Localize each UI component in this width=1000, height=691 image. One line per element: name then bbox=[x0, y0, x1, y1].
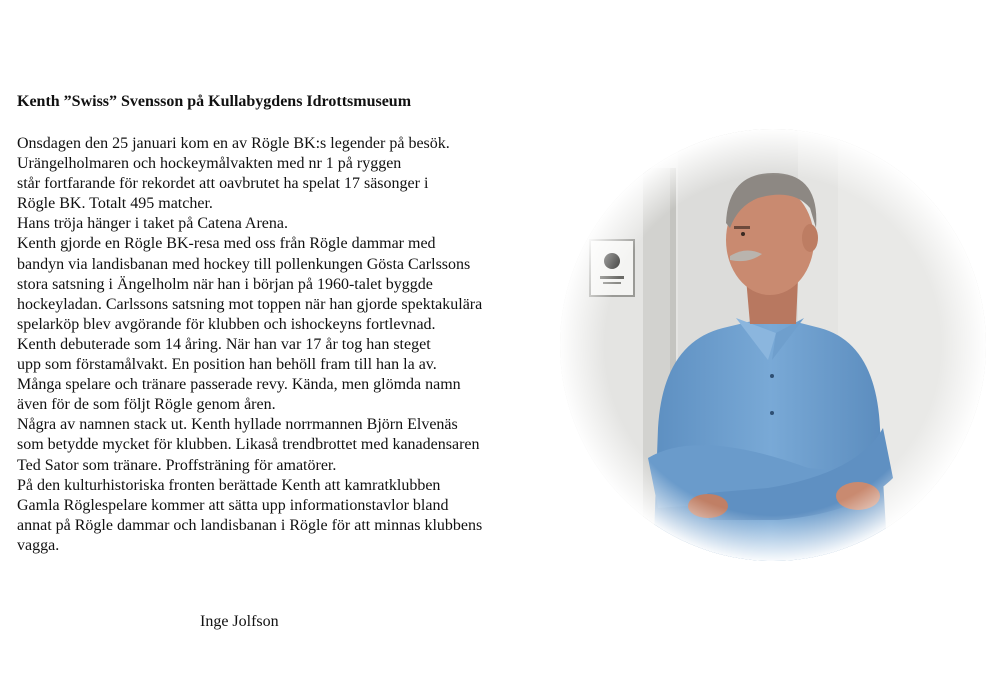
article bbox=[17, 92, 557, 556]
article-line: Många spelare och tränare passerade revy. Kända, men glömda namn bbox=[17, 376, 461, 394]
article-line: Urängelholmaren och hockeymålvakten med nr 1 på ryggen bbox=[17, 155, 402, 173]
article-line: hockeyladan. Carlssons satsning mot toppen när han gjorde spektakulära bbox=[17, 295, 483, 313]
article-line: Rögle BK. Totalt 495 matcher. bbox=[17, 195, 213, 213]
article-title: Kenth ”Swiss” Svensson på Kullabygdens Idrottsmuseum bbox=[17, 93, 412, 110]
article-line: Gamla Röglespelare kommer att sätta upp informationstavlor bland bbox=[17, 496, 449, 514]
article-line: stora satsning i Ängelholm när han i början på 1960-talet byggde bbox=[17, 275, 433, 293]
article-body bbox=[17, 134, 557, 556]
article-line: vagga. bbox=[17, 536, 60, 554]
article-line: Hans tröja hänger i taket på Catena Arena. bbox=[17, 215, 288, 233]
article-line: står fortfarande för rekordet att oavbrutet ha spelat 17 säsonger i bbox=[17, 175, 429, 193]
article-line: bandyn via landisbanan med hockey till pollenkungen Gösta Carlssons bbox=[17, 255, 471, 273]
article-line: Några av namnen stack ut. Kenth hyllade norrmannen Björn Elvenäs bbox=[17, 416, 458, 434]
author-signature: Inge Jolfson bbox=[200, 613, 279, 630]
article-line: även för de som följt Rögle genom åren. bbox=[17, 396, 276, 414]
portrait-photo bbox=[558, 128, 988, 563]
article-line: På den kulturhistoriska fronten berättade Kenth att kamratklubben bbox=[17, 476, 441, 494]
article-line: Kenth gjorde en Rögle BK-resa med oss från Rögle dammar med bbox=[17, 235, 436, 253]
portrait-illustration bbox=[558, 128, 988, 563]
article-line: Ted Sator som tränare. Proffsträning för amatörer. bbox=[17, 456, 337, 474]
article-line: upp som förstamålvakt. En position han behöll fram till han la av. bbox=[17, 356, 437, 374]
article-line: som betydde mycket för klubben. Likaså trendbrottet med kanadensaren bbox=[17, 436, 480, 454]
article-line: Onsdagen den 25 januari kom en av Rögle BK:s legender på besök. bbox=[17, 135, 450, 152]
article-line: Kenth debuterade som 14 åring. När han var 17 år tog han steget bbox=[17, 335, 431, 353]
article-line: spelarköp blev avgörande för klubben och ishockeyns fortlevnad. bbox=[17, 315, 436, 333]
article-line: annat på Rögle dammar och landisbanan i Rögle för att minnas klubbens bbox=[17, 516, 483, 534]
